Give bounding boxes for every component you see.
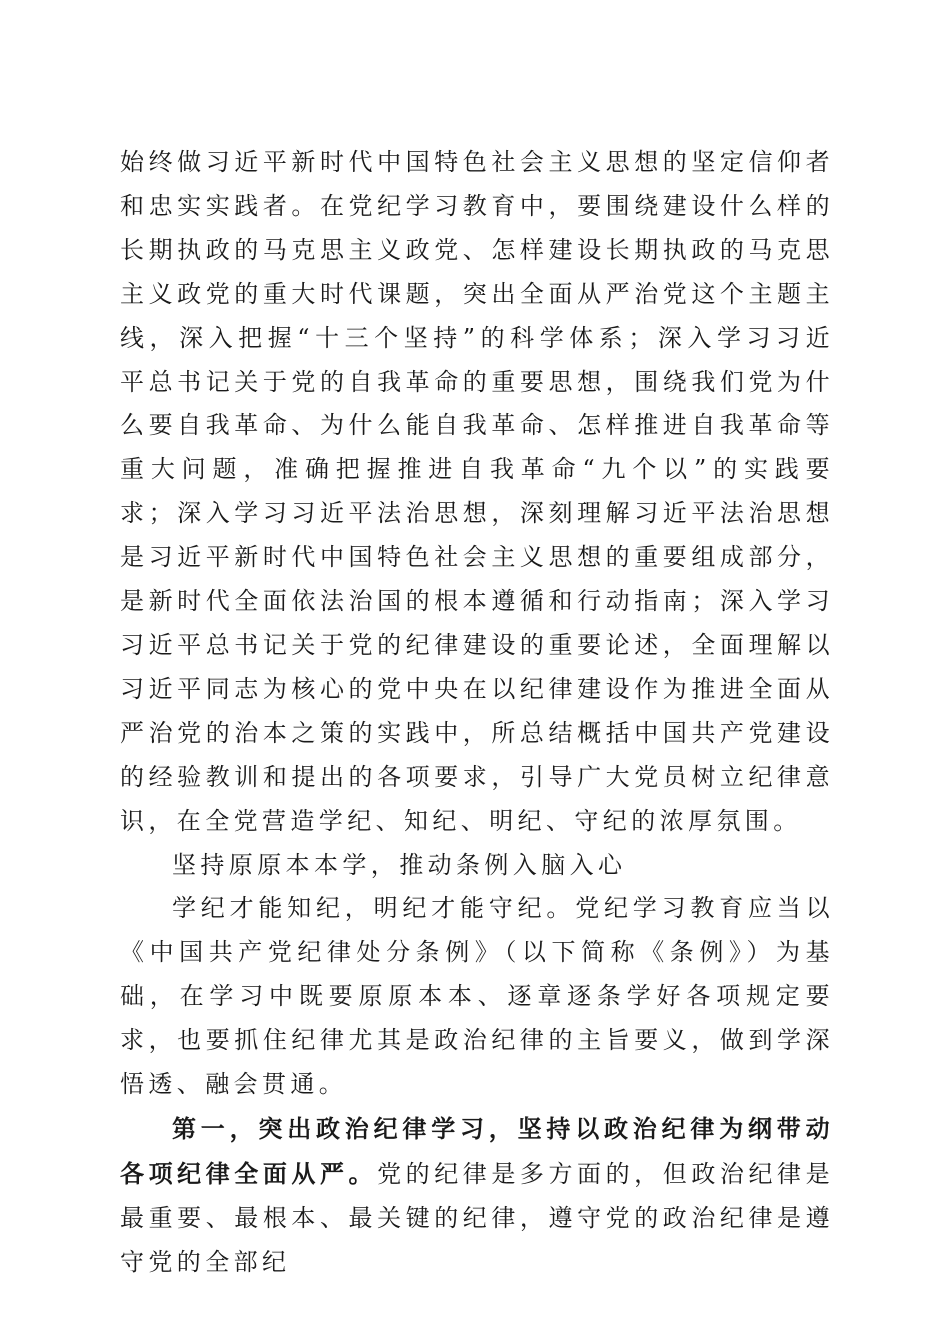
paragraph-lead-bold: 第一，突出政治纪律学习，坚持以政治纪律为纲带动各项纪律全面从严。 (120, 1113, 834, 1188)
document-body (120, 141, 834, 1285)
section-heading: 坚持原原本本学，推动条例入脑入心 (172, 850, 627, 879)
paragraph-body-text: 党的纪律是多方面的，但政治纪律是最重要、最根本、最关键的纪律，遵守党的政治纪律是遵守党的全部纪 (120, 1159, 834, 1276)
paragraph-study-regulations: 学纪才能知纪，明纪才能守纪。党纪学习教育应当以《中国共产党纪律处分条例》（以下简称《条例》）为基础，在学习中既要原原本本、逐章逐条学好各项规定要求，也要抓住纪律尤其是政治纪律的主旨要义，做到学深悟透、融会贯通。 (120, 894, 834, 1099)
paragraph-continuation: 始终做习近平新时代中国特色社会主义思想的坚定信仰者和忠实实践者。在党纪学习教育中，要围绕建设什么样的长期执政的马克思主义政党、怎样建设长期执政的马克思主义政党的重大时代课题，突出全面从严治党这个主题主线，深入把握“十三个坚持”的科学体系；深入学习习近平总书记关于党的自我革命的重要思想，围绕我们党为什么要自我革命、为什么能自我革命、怎样推进自我革命等重大问题，准确把握推进自我革命“九个以”的实践要求；深入学习习近平法治思想，深刻理解习近平法治思想是习近平新时代中国特色社会主义思想的重要组成部分，是新时代全面依法治国的根本遵循和行动指南；深入学习习近平总书记关于党的纪律建设的重要论述，全面理解以习近平同志为核心的党中央在以纪律建设作为推进全面从严治党的治本之策的实践中，所总结概括中国共产党建设的经验教训和提出的各项要求，引导广大党员树立纪律意识，在全党营造学纪、知纪、明纪、守纪的浓厚氛围。 (120, 148, 834, 835)
paragraph-political-discipline (120, 1107, 834, 1285)
